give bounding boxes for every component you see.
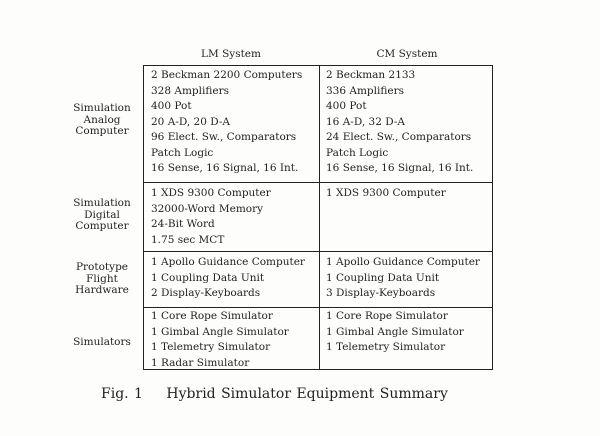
- lm-simulators-cell: [151, 309, 289, 371]
- cell-line: 328 Amplifiers: [151, 84, 229, 97]
- lm-hardware-cell: [151, 255, 305, 302]
- cell-line: 16 Sense, 16 Signal, 16 Int.: [326, 162, 474, 174]
- row-label-line: Hardware: [75, 284, 129, 296]
- cell-line: 32000-Word Memory: [151, 202, 264, 215]
- cell-line: 1 Radar Simulator: [151, 356, 250, 369]
- cell-line: 24 Elect. Sw., Comparators: [326, 131, 472, 143]
- lm-analog-cell: [151, 68, 302, 177]
- column-header-lm: LM System: [201, 48, 261, 60]
- cell-line: 2 Beckman 2133: [326, 69, 416, 81]
- row-divider: [144, 307, 492, 308]
- cell-line: 96 Elect. Sw., Comparators: [151, 131, 297, 143]
- cm-simulators-cell: [326, 309, 464, 356]
- cell-line: 1 Core Rope Simulator: [326, 310, 448, 322]
- cell-line: 3 Display-Keyboards: [326, 287, 436, 299]
- row-divider: [144, 182, 492, 183]
- row-label-simulators: [62, 337, 142, 349]
- cell-line: 1 XDS 9300 Computer: [326, 187, 446, 199]
- row-label-analog: [62, 103, 142, 138]
- row-label-line: Simulators: [73, 336, 131, 348]
- cell-line: 1 Telemetry Simulator: [151, 341, 271, 353]
- row-label-line: Simulation: [73, 102, 131, 114]
- cell-line: 1 Core Rope Simulator: [151, 310, 273, 322]
- cell-line: 400 Pot: [151, 100, 192, 112]
- cell-line: 400 Pot: [326, 100, 367, 112]
- column-divider: [319, 66, 320, 369]
- row-label-hardware: [62, 262, 142, 297]
- cm-analog-cell: [326, 68, 473, 177]
- cell-line: 20 A-D, 20 D-A: [151, 115, 230, 128]
- cell-line: 2 Beckman 2200 Computers: [151, 69, 303, 81]
- figure-title: Hybrid Simulator Equipment Summary: [166, 386, 448, 402]
- lm-digital-cell: [151, 186, 271, 248]
- cell-line: 1 Apollo Guidance Computer: [326, 256, 480, 268]
- cm-digital-cell: [326, 186, 446, 202]
- equipment-table: [143, 65, 493, 370]
- cell-line: 336 Amplifiers: [326, 84, 404, 97]
- row-label-digital: [62, 198, 142, 233]
- cell-line: Patch Logic: [326, 146, 389, 159]
- column-header-cm: CM System: [376, 48, 438, 60]
- cell-line: Patch Logic: [151, 146, 214, 159]
- row-divider: [144, 251, 492, 252]
- cell-line: 16 A-D, 32 D-A: [326, 115, 405, 128]
- cell-line: 2 Display-Keyboards: [151, 287, 261, 299]
- row-label-line: Computer: [75, 125, 129, 137]
- cm-hardware-cell: [326, 255, 480, 302]
- cell-line: 16 Sense, 16 Signal, 16 Int.: [151, 162, 299, 174]
- cell-line: 1 Apollo Guidance Computer: [151, 256, 305, 268]
- cell-line: 1 Gimbal Angle Simulator: [151, 325, 289, 338]
- figure-caption: [101, 386, 448, 402]
- figure-number: Fig. 1: [101, 386, 143, 402]
- cell-line: 1 XDS 9300 Computer: [151, 187, 271, 199]
- cell-line: 1 Coupling Data Unit: [326, 271, 440, 284]
- row-label-line: Digital: [84, 208, 120, 221]
- row-label-line: Simulation: [73, 197, 131, 209]
- row-label-line: Flight: [86, 272, 118, 285]
- cell-line: 1 Telemetry Simulator: [326, 341, 446, 353]
- cell-line: 1.75 sec MCT: [151, 233, 225, 246]
- row-label-line: Computer: [75, 220, 129, 232]
- cell-line: 24-Bit Word: [151, 218, 215, 230]
- row-label-line: Analog: [83, 113, 121, 126]
- cell-line: 1 Gimbal Angle Simulator: [326, 325, 464, 338]
- row-label-line: Prototype: [75, 261, 129, 273]
- cell-line: 1 Coupling Data Unit: [151, 271, 265, 284]
